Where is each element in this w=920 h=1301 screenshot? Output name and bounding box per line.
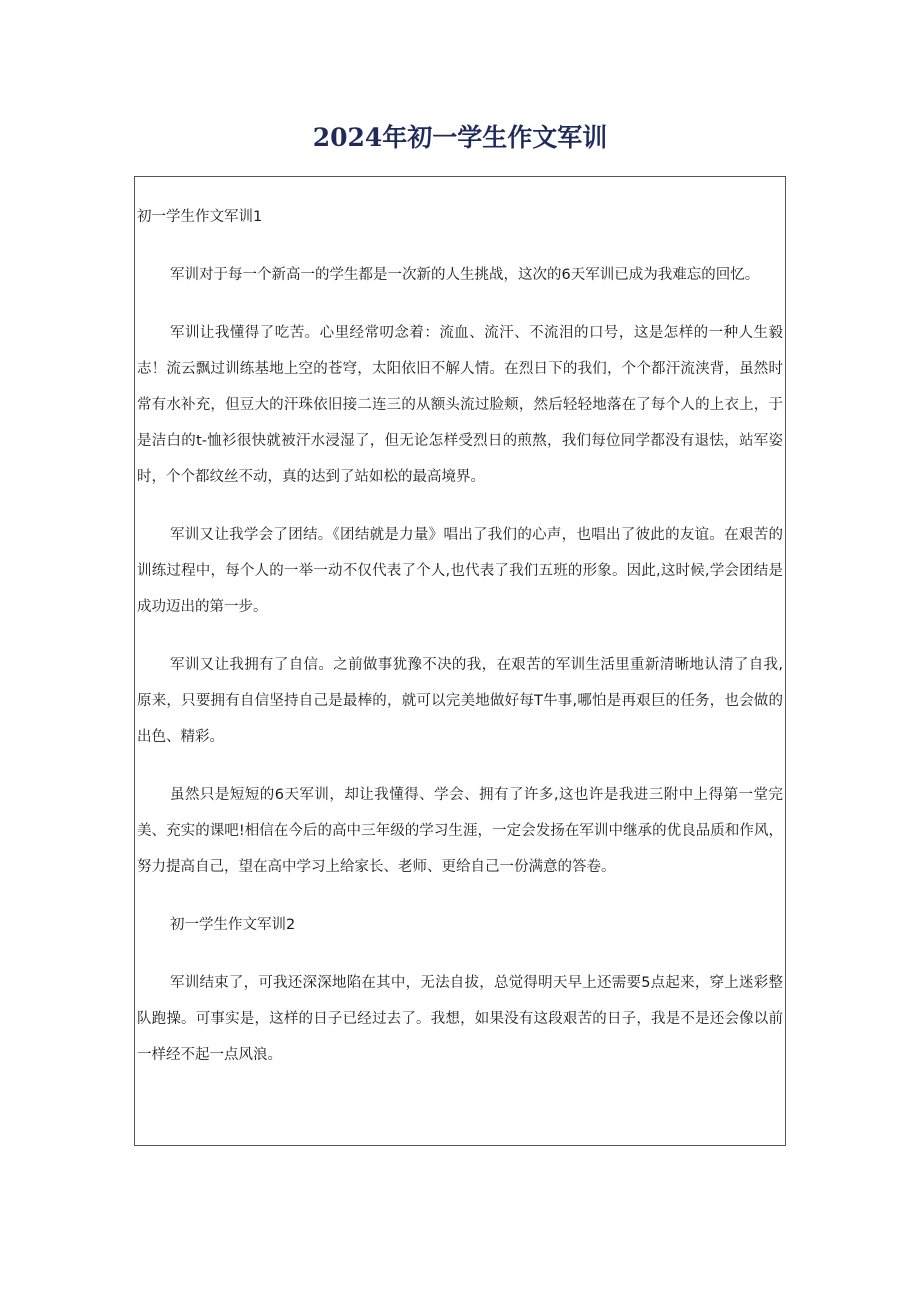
paragraph: 军训结束了，可我还深深地陷在其中，无法自拔，总觉得明天早上还需要5点起来，穿上迷彩整队跑操。可事实是，这样的日子已经过去了。我想，如果没有这段艰苦的日子，我是不是还会像以前一样经不起一点风浪。 xyxy=(137,975,783,1063)
paragraph: 军训又让我拥有了自信。之前做事犹豫不决的我，在艰苦的军训生活里重新清晰地认清了自我,原来，只要拥有自信坚持自己是最棒的，就可以完美地做好每T牛事,哪怕是再艰巨的任务，也会做的出色、精彩。 xyxy=(137,657,783,745)
paragraph: 军训对于每一个新高一的学生都是一次新的人生挑战，这次的6天军训已成为我难忘的回忆。 xyxy=(170,267,760,283)
document-title: 2024年初一学生作文军训 xyxy=(312,123,608,152)
paragraph: 军训又让我学会了团结。《团结就是力量》唱出了我们的心声，也唱出了彼此的友谊。在艰苦的训练过程中，每个人的一举一动不仅代表了个人,也代表了我们五班的形象。因此,这时候,学会团结是成功迈出的第一步。 xyxy=(137,527,783,615)
section-heading-1: 初一学生作文军训1 xyxy=(137,209,263,225)
section-heading-2: 初一学生作文军训2 xyxy=(170,917,296,933)
paragraph: 军训让我懂得了吃苦。心里经常叨念着：流血、流汗、不流泪的口号，这是怎样的一种人生毅志！流云飘过训练基地上空的苍穹，太阳依旧不解人情。在烈日下的我们，个个都汗流浃背，虽然时常有水补充，但豆大的汗珠依旧接二连三的从额头流过脸颊，然后轻轻地落在了每个人的上衣上，于是洁白的t-恤衫很快就被汗水浸湿了，但无论怎样受烈日的煎熬，我们每位同学都没有退怯，站军姿时，个个都纹丝不动，真的达到了站如松的最高境界。 xyxy=(137,325,783,485)
content-frame xyxy=(134,176,786,1146)
paragraph: 虽然只是短短的6天军训，却让我懂得、学会、拥有了许多,这也许是我进三附中上得第一堂完美、充实的课吧!相信在今后的高中三年级的学习生涯，一定会发扬在军训中继承的优良品质和作风，努力提高自己，望在高中学习上给家长、老师、更给自己一份满意的答卷。 xyxy=(137,787,783,875)
article-body xyxy=(137,199,783,1095)
